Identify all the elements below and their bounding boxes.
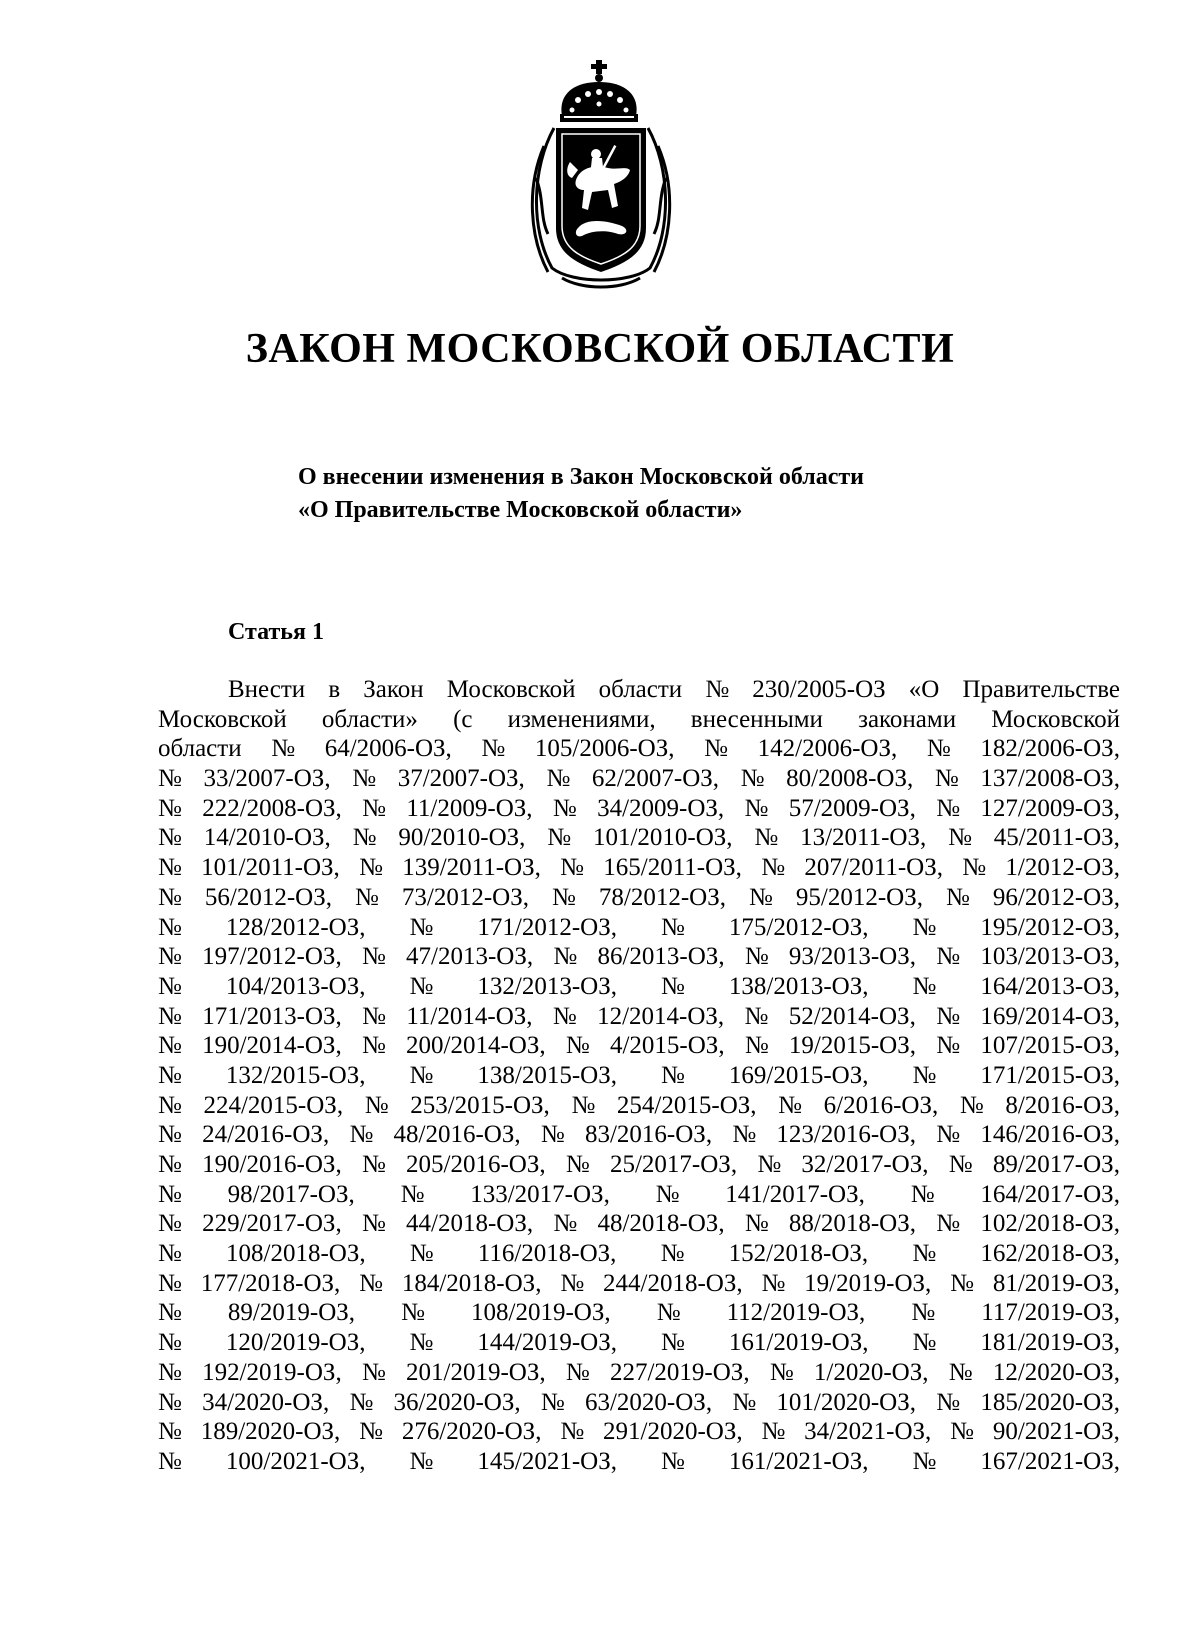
body-word: № [158, 1032, 182, 1060]
body-word: 81/2019-ОЗ, [992, 1269, 1120, 1297]
body-word: 133/2017-ОЗ, [470, 1180, 610, 1208]
body-word: № [732, 1121, 757, 1149]
body-word: 123/2016-ОЗ, [776, 1121, 917, 1149]
body-word: 4/2015-ОЗ, [609, 1032, 725, 1060]
body-word: 171/2012-ОЗ, [477, 913, 617, 941]
body-word: № [361, 1032, 386, 1060]
body-word: 152/2018-ОЗ, [728, 1240, 869, 1268]
body-word: 89/2019-ОЗ, [227, 1299, 356, 1327]
body-word: № [359, 854, 383, 882]
body-word: 8/2016-ОЗ, [1005, 1091, 1120, 1119]
body-line [158, 1298, 1120, 1328]
body-word: 175/2012-ОЗ, [728, 913, 869, 941]
body-word: 83/2016-ОЗ, [584, 1121, 713, 1149]
body-word: 90/2021-ОЗ, [992, 1418, 1120, 1446]
body-word: 78/2012-ОЗ, [598, 883, 726, 911]
body-word: № [553, 943, 578, 971]
body-word: 200/2014-ОЗ, [406, 1032, 546, 1060]
document-title: ЗАКОН МОСКОВСКОЙ ОБЛАСТИ [245, 326, 955, 372]
body-word: (с [453, 705, 473, 733]
body-word: 141/2017-ОЗ, [725, 1180, 865, 1208]
body-word: 128/2012-ОЗ, [225, 913, 366, 941]
body-word: 6/2016-ОЗ, [823, 1091, 939, 1119]
article-heading: Статья 1 [228, 619, 324, 645]
subtitle-line: «О Правительстве Московской области» [298, 497, 743, 523]
body-word: 171/2015-ОЗ, [980, 1061, 1120, 1089]
body-word: № [540, 1121, 565, 1149]
body-word: 201/2019-ОЗ, [406, 1358, 546, 1386]
body-word: 12/2020-ОЗ, [992, 1358, 1120, 1386]
body-word: Московской [158, 705, 287, 733]
body-word: 169/2014-ОЗ, [980, 1002, 1120, 1030]
body-word: 98/2017-ОЗ, [227, 1180, 355, 1208]
body-word: № [361, 1358, 386, 1386]
body-line [158, 1031, 1120, 1061]
body-word: 104/2013-ОЗ, [225, 972, 366, 1000]
subtitle-line: О внесении изменения в Закон Московской области [298, 464, 864, 490]
body-word: № [565, 1032, 590, 1060]
body-word: области [158, 735, 242, 763]
body-word: № [959, 1091, 984, 1119]
body-word: 276/2020-ОЗ, [401, 1418, 542, 1446]
body-word: 11/2014-ОЗ, [406, 1002, 533, 1030]
body-word: 1/2020-ОЗ, [813, 1358, 929, 1386]
body-word: № [540, 1388, 565, 1416]
body-word: 37/2007-ОЗ, [397, 765, 525, 793]
body-word: № [660, 1240, 685, 1268]
body-word: 164/2013-ОЗ, [980, 972, 1120, 1000]
body-word: № [912, 1329, 937, 1357]
body-word: № [158, 943, 182, 971]
body-word: № [934, 765, 959, 793]
body-word: 11/2009-ОЗ, [406, 794, 533, 822]
body-line [158, 1150, 1120, 1180]
body-word: № [950, 1418, 974, 1446]
body-word: № [948, 1358, 973, 1386]
body-word: № [732, 1388, 757, 1416]
body-word: № [962, 854, 987, 882]
body-word: № [158, 972, 182, 1000]
body-word: № [661, 913, 685, 941]
body-word: 197/2012-ОЗ, [202, 943, 342, 971]
body-word: № [560, 854, 584, 882]
body-word: № [749, 883, 773, 911]
body-word: № [158, 1329, 182, 1357]
body-line [158, 1388, 1120, 1418]
body-word: № [158, 794, 182, 822]
body-word: № [744, 943, 769, 971]
body-word: 254/2015-ОЗ, [616, 1091, 757, 1119]
moscow-oblast-coat-of-arms-icon [522, 58, 680, 290]
body-word: № [744, 1210, 769, 1238]
body-word: № [158, 824, 182, 852]
body-word: 47/2013-ОЗ, [406, 943, 534, 971]
body-word: области [598, 676, 683, 703]
body-word: № [936, 1210, 961, 1238]
body-word: № [158, 1180, 182, 1208]
body-word: 167/2021-ОЗ, [980, 1447, 1120, 1475]
body-word: 127/2009-ОЗ, [980, 794, 1120, 822]
body-word: 117/2019-ОЗ, [981, 1299, 1120, 1327]
body-word: 244/2018-ОЗ, [603, 1269, 743, 1297]
body-word: 13/2011-ОЗ, [800, 824, 927, 852]
body-word: 56/2012-ОЗ, [204, 883, 332, 911]
body-word: № [271, 735, 296, 763]
body-word: № [400, 1180, 425, 1208]
body-word: 181/2019-ОЗ, [980, 1329, 1120, 1357]
body-line [158, 972, 1120, 1002]
body-word: «О [908, 676, 940, 703]
body-word: 80/2008-ОЗ, [786, 765, 914, 793]
body-word: № [912, 1061, 937, 1089]
body-word: Закон [363, 676, 424, 703]
body-word: № [936, 794, 961, 822]
body-word: 93/2013-ОЗ, [788, 943, 917, 971]
body-word: 36/2020-ОЗ, [393, 1388, 521, 1416]
body-word: 102/2018-ОЗ, [980, 1210, 1120, 1238]
body-word: № [158, 913, 182, 941]
body-word: 14/2010-ОЗ, [203, 824, 331, 852]
body-line [158, 1417, 1120, 1447]
body-word: 90/2010-ОЗ, [398, 824, 526, 852]
body-word: № [936, 943, 961, 971]
body-word: Внести [228, 676, 306, 703]
body-line [158, 883, 1120, 913]
body-word: № [661, 1061, 685, 1089]
body-word: 205/2016-ОЗ, [406, 1151, 546, 1178]
body-line [158, 794, 1120, 824]
body-word: № [948, 824, 972, 852]
body-line [158, 734, 1120, 764]
body-word: 34/2020-ОЗ, [202, 1388, 330, 1416]
body-word: 89/2017-ОЗ, [992, 1151, 1120, 1178]
body-word: 101/2011-ОЗ, [201, 854, 340, 882]
body-word: № [705, 676, 730, 703]
body-line [158, 675, 1120, 705]
body-word: № [552, 1002, 577, 1030]
body-word: 182/2006-ОЗ, [980, 735, 1120, 763]
body-word: 137/2008-ОЗ, [980, 765, 1120, 793]
body-word: № [362, 794, 387, 822]
body-word: № [352, 824, 377, 852]
body-word: 185/2020-ОЗ, [980, 1388, 1120, 1416]
body-word: внесенными [690, 705, 823, 733]
body-word: 95/2012-ОЗ, [795, 883, 923, 911]
body-word: 34/2021-ОЗ, [804, 1418, 932, 1446]
body-word: № [158, 1299, 182, 1327]
article-body [158, 675, 1120, 1477]
body-word: № [910, 1180, 935, 1208]
body-word: № [661, 1447, 685, 1475]
body-word: № [158, 1210, 182, 1238]
body-word: 88/2018-ОЗ, [788, 1210, 917, 1238]
body-word: 165/2011-ОЗ, [603, 854, 742, 882]
body-word: Правительстве [962, 676, 1120, 703]
body-word: № [361, 943, 386, 971]
body-word: 161/2021-ОЗ, [728, 1447, 869, 1475]
body-word: 184/2018-ОЗ, [401, 1269, 542, 1297]
body-word: 132/2013-ОЗ, [477, 972, 617, 1000]
body-word: 229/2017-ОЗ, [202, 1210, 342, 1238]
body-line [158, 913, 1120, 943]
body-word: 142/2006-ОЗ, [757, 735, 898, 763]
body-word: № [661, 1329, 685, 1357]
body-word: № [744, 1032, 769, 1060]
body-word: 230/2005-ОЗ [752, 676, 886, 703]
body-word: № [552, 883, 576, 911]
body-line [158, 1328, 1120, 1358]
body-line [158, 1002, 1120, 1032]
body-word: 177/2018-ОЗ, [200, 1269, 341, 1297]
body-word: № [761, 854, 786, 882]
body-word: № [409, 913, 434, 941]
body-word: № [158, 1358, 182, 1386]
body-word: 96/2012-ОЗ, [992, 883, 1120, 911]
body-word: 139/2011-ОЗ, [402, 854, 541, 882]
body-word: № [158, 1388, 182, 1416]
body-word: 64/2006-ОЗ, [324, 735, 452, 763]
body-line [158, 1180, 1120, 1210]
body-word: № [655, 1180, 680, 1208]
body-word: 100/2021-ОЗ, [225, 1447, 366, 1475]
body-word: № [349, 1388, 374, 1416]
body-word: № [481, 735, 506, 763]
body-word: области» [321, 705, 418, 733]
body-word: 291/2020-ОЗ, [603, 1418, 743, 1446]
body-word: 138/2013-ОЗ, [728, 972, 869, 1000]
body-word: № [409, 1061, 434, 1089]
body-word: № [912, 1447, 937, 1475]
body-word: 25/2017-ОЗ, [609, 1151, 738, 1178]
body-word: № [936, 1121, 961, 1149]
body-word: № [744, 1002, 769, 1030]
body-word: № [560, 1418, 585, 1446]
body-word: № [158, 1061, 182, 1089]
body-word: № [361, 1210, 386, 1238]
body-word: 164/2017-ОЗ, [980, 1180, 1120, 1208]
body-line [158, 1061, 1120, 1091]
body-word: № [546, 765, 571, 793]
body-word: № [754, 824, 779, 852]
body-word: 48/2016-ОЗ, [393, 1121, 521, 1149]
body-word: 224/2015-ОЗ, [203, 1091, 344, 1119]
body-word: № [948, 1151, 973, 1178]
body-word: № [560, 1269, 585, 1297]
body-word: № [158, 1091, 182, 1119]
body-word: 192/2019-ОЗ, [202, 1358, 342, 1386]
body-word: № [364, 1091, 389, 1119]
body-word: № [565, 1358, 590, 1386]
body-word: № [349, 1121, 374, 1149]
body-word: 195/2012-ОЗ, [980, 913, 1120, 941]
body-line [158, 764, 1120, 794]
body-word: № [911, 1299, 936, 1327]
body-word: 145/2021-ОЗ, [477, 1447, 617, 1475]
body-word: 19/2019-ОЗ, [804, 1269, 932, 1297]
body-word: 105/2006-ОЗ, [534, 735, 675, 763]
body-word: 103/2013-ОЗ, [980, 943, 1120, 971]
body-word: законами [858, 705, 957, 733]
body-word: 138/2015-ОЗ, [477, 1061, 617, 1089]
body-word: № [553, 1210, 578, 1238]
body-word: в [328, 676, 341, 703]
body-word: № [936, 1002, 961, 1030]
body-word: 169/2015-ОЗ, [728, 1061, 869, 1089]
body-word: № [704, 735, 728, 763]
body-word: № [912, 972, 937, 1000]
body-line [158, 942, 1120, 972]
body-word: № [355, 883, 379, 911]
body-word: изменениями, [507, 705, 656, 733]
body-word: № [352, 765, 377, 793]
body-word: 62/2007-ОЗ, [591, 765, 720, 793]
body-word: № [571, 1091, 596, 1119]
body-word: № [409, 1447, 434, 1475]
body-word: 107/2015-ОЗ, [980, 1032, 1120, 1060]
body-word: № [361, 1151, 386, 1178]
body-word: 45/2011-ОЗ, [993, 824, 1120, 852]
body-word: 253/2015-ОЗ, [410, 1091, 550, 1119]
body-word: № [912, 1240, 937, 1268]
body-word: 108/2018-ОЗ, [226, 1240, 366, 1268]
body-word: Московской [446, 676, 576, 703]
body-word: 132/2015-ОЗ, [225, 1061, 366, 1089]
body-word: 222/2008-ОЗ, [202, 794, 342, 822]
body-word: 108/2019-ОЗ, [471, 1299, 611, 1327]
body-word: № [740, 765, 765, 793]
body-word: 227/2019-ОЗ, [609, 1358, 750, 1386]
body-word: 101/2010-ОЗ, [592, 824, 733, 852]
body-line [158, 1269, 1120, 1299]
body-word: 63/2020-ОЗ, [584, 1388, 713, 1416]
body-word: 116/2018-ОЗ, [477, 1240, 617, 1268]
body-word: 52/2014-ОЗ, [788, 1002, 916, 1030]
body-word: № [757, 1151, 782, 1178]
body-word: 190/2014-ОЗ, [202, 1032, 342, 1060]
body-word: 86/2013-ОЗ, [597, 943, 725, 971]
body-word: № [778, 1091, 803, 1119]
body-line [158, 853, 1120, 883]
body-line [158, 1358, 1120, 1388]
body-word: № [409, 1329, 434, 1357]
body-word: № [936, 1388, 961, 1416]
body-word: 112/2019-ОЗ, [726, 1299, 866, 1327]
body-word: № [158, 1269, 182, 1297]
body-word: № [401, 1299, 425, 1327]
body-word: 24/2016-ОЗ, [202, 1121, 330, 1149]
body-word: 146/2016-ОЗ, [980, 1121, 1120, 1149]
body-line [158, 1239, 1120, 1269]
body-word: 34/2009-ОЗ, [597, 794, 725, 822]
body-word: 12/2014-ОЗ, [597, 1002, 725, 1030]
body-word: Московской [991, 705, 1120, 733]
body-word: 120/2019-ОЗ, [225, 1329, 366, 1357]
body-word: 19/2015-ОЗ, [788, 1032, 917, 1060]
body-word: № [158, 1121, 182, 1149]
body-word: № [661, 972, 685, 1000]
body-word: № [912, 913, 937, 941]
body-word: № [946, 883, 970, 911]
document-subtitle [298, 461, 864, 527]
body-line [158, 1447, 1120, 1477]
body-word: 189/2020-ОЗ, [200, 1418, 341, 1446]
body-word: № [761, 1269, 786, 1297]
body-word: 144/2019-ОЗ, [477, 1329, 617, 1357]
body-word: № [552, 794, 577, 822]
body-line [158, 705, 1120, 735]
body-word: № [926, 735, 951, 763]
body-word: 101/2020-ОЗ, [776, 1388, 917, 1416]
body-line [158, 1091, 1120, 1121]
body-word: № [769, 1358, 794, 1386]
body-word: № [158, 1002, 182, 1030]
body-word: 162/2018-ОЗ, [980, 1240, 1120, 1268]
body-word: 171/2013-ОЗ, [202, 1002, 342, 1030]
body-word: № [565, 1151, 590, 1178]
body-word: № [936, 1032, 961, 1060]
body-word: № [359, 1269, 384, 1297]
body-line [158, 1120, 1120, 1150]
body-word: № [158, 765, 182, 793]
body-word: 161/2019-ОЗ, [728, 1329, 869, 1357]
body-word: № [547, 824, 572, 852]
body-line [158, 1209, 1120, 1239]
body-word: 32/2017-ОЗ, [801, 1151, 929, 1178]
body-word: № [362, 1002, 387, 1030]
body-word: № [656, 1299, 681, 1327]
body-word: 1/2012-ОЗ, [1005, 854, 1120, 882]
body-word: № [158, 1418, 182, 1446]
body-word: № [158, 883, 182, 911]
body-word: 48/2018-ОЗ, [597, 1210, 725, 1238]
body-word: № [158, 854, 182, 882]
body-word: № [950, 1269, 974, 1297]
body-word: № [158, 1151, 182, 1178]
body-line [158, 823, 1120, 853]
body-word: № [761, 1418, 786, 1446]
body-word: № [359, 1418, 384, 1446]
body-word: 73/2012-ОЗ, [401, 883, 529, 911]
body-word: № [158, 1240, 182, 1268]
body-word: 190/2016-ОЗ, [202, 1151, 342, 1178]
body-word: № [744, 794, 769, 822]
body-word: 207/2011-ОЗ, [804, 854, 943, 882]
body-word: № [409, 972, 434, 1000]
body-word: № [409, 1240, 434, 1268]
body-word: 44/2018-ОЗ, [406, 1210, 534, 1238]
body-word: 33/2007-ОЗ, [203, 765, 331, 793]
body-word: № [158, 1447, 182, 1475]
body-word: 57/2009-ОЗ, [788, 794, 916, 822]
